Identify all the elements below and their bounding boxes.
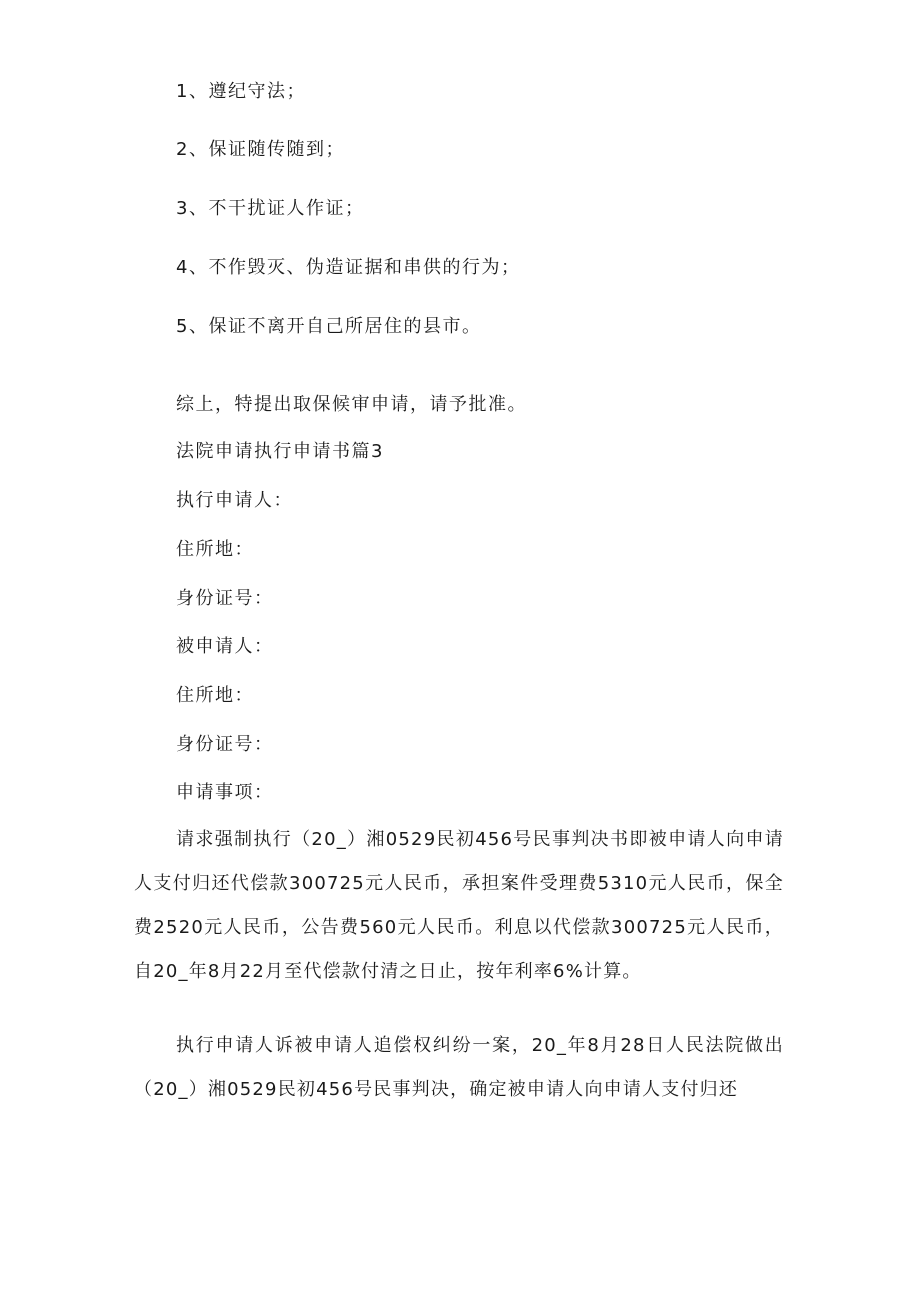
- list-item-5: 5、保证不离开自己所居住的县市。: [176, 316, 482, 337]
- conclusion-text: 综上，特提出取保候审申请，请予批准。: [176, 394, 527, 415]
- request-paragraph: 请求强制执行（20_）湘0529民初456号民事判决书即被申请人向申请人支付归还代偿款300725元人民币，承担案件受理费5310元人民币，保全费2520元人民币，公告费560元人民币。利息以代偿款300725元人民币，自20_年8月22月至代偿款付清之日止，按年利率6%计算。: [134, 829, 784, 982]
- field-applicant-address: 住所地：: [176, 539, 254, 560]
- section-title: 法院申请执行申请书篇3: [176, 441, 384, 462]
- facts-paragraph: 执行申请人诉被申请人追偿权纠纷一案，20_年8月28日人民法院做出（20_）湘0529民初456号民事判决，确定被申请人向申请人支付归还: [134, 1035, 784, 1100]
- field-applicant-id: 身份证号：: [176, 588, 274, 609]
- list-item-1: 1、遵纪守法；: [176, 81, 306, 102]
- field-respondent-address: 住所地：: [176, 685, 254, 706]
- list-item-4: 4、不作毁灭、伪造证据和串供的行为；: [176, 257, 521, 278]
- field-respondent: 被申请人：: [176, 636, 274, 657]
- field-applicant: 执行申请人：: [176, 490, 293, 511]
- field-matters: 申请事项：: [176, 782, 274, 803]
- field-respondent-id: 身份证号：: [176, 734, 274, 755]
- list-item-2: 2、保证随传随到；: [176, 139, 345, 160]
- list-item-3: 3、不干扰证人作证；: [176, 198, 365, 219]
